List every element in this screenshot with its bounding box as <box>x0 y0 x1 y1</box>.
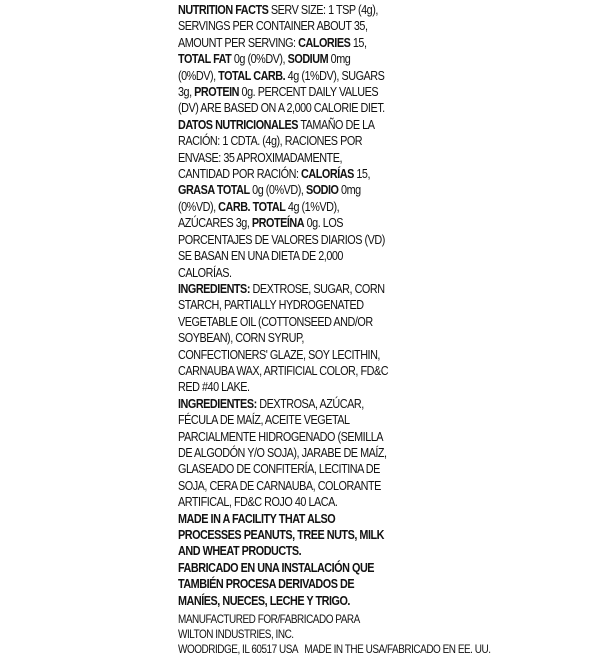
sodium-label: SODIUM <box>287 52 329 67</box>
serving-info-es: TAMAÑO DE LA RACIÓN: 1 CDTA. (4g), RACIONES POR ENVASE: 35 APROXIMADAMENTE, CANTIDAD POR RACIÓN: <box>178 117 374 182</box>
carb-total-value: 4g (1%VD), AZÚCARES 3g, <box>178 199 340 231</box>
sodio-value: 0mg (0%VD), <box>178 183 361 214</box>
ingredientes-heading: INGREDIENTES: <box>178 396 257 411</box>
total-carb-label: TOTAL CARB. <box>218 68 286 83</box>
sodio-label: SODIO <box>305 183 339 198</box>
datos-nutricionales-heading: DATOS NUTRICIONALES <box>178 117 298 132</box>
calorias-label: CALORÍAS <box>301 167 354 182</box>
ingredients-english <box>178 281 390 396</box>
calories-value: 15, <box>350 35 367 50</box>
manufacturer-line: MANUFACTURED FOR/FABRICADO PARA WILTON INDUSTRIES, INC. <box>178 613 360 641</box>
calorias-value: 15, <box>353 167 371 182</box>
total-fat-label: TOTAL FAT <box>178 52 232 67</box>
calories-label: CALORIES <box>298 35 351 50</box>
nutrition-facts-heading: NUTRITION FACTS <box>178 3 269 17</box>
sodium-value: 0mg (0%DV), <box>178 52 351 83</box>
manufacturer-info <box>178 613 491 657</box>
carb-total-label: CARB. TOTAL <box>218 199 286 214</box>
proteina-label: PROTEÍNA <box>251 216 305 231</box>
ingredients-list: DEXTROSE, SUGAR, CORN STARCH, PARTIALLY HYDROGENATED VEGETABLE OIL (COTTONSEED AND/OR SOYBEAN), CORN SYRUP, CONFECTIONERS' GLAZE, SOY LECITHIN, CARNAUBA WAX, ARTIFICIAL COLOR, FD&C RED #40 LAKE. <box>178 281 389 395</box>
total-fat-value: 0g (0%DV), <box>231 52 288 67</box>
protein-value: 0g. PERCENT DAILY VALUES (DV) ARE BASED ON A 2,000 CALORIE DIET. <box>178 85 385 116</box>
ingredientes-list: DEXTROSA, AZÚCAR, FÉCULA DE MAÍZ, ACEITE VEGETAL PARCIALMENTE HIDROGENADO (SEMILLA DE ALGODÓN Y/O SOJA), JARABE DE MAÍZ, GLASEADO DE CONFITERÍA, LECITINA DE SOJA, CERA DE CARNAUBA, COLORANTE ARTIFICAL, FD&C ROJO 40 LACA. <box>178 396 387 510</box>
ingredients-heading: INGREDIENTS: <box>178 281 250 296</box>
allergen-statement-spanish: FABRICADO EN UNA INSTALACIÓN QUE TAMBIÉN PROCESA DERIVADOS DE MANÍES, NUECES, LECHE Y TRIGO. <box>178 560 375 608</box>
protein-label: PROTEIN <box>194 85 240 100</box>
allergen-statement-english: MADE IN A FACILITY THAT ALSO PROCESSES PEANUTS, TREE NUTS, MILK AND WHEAT PRODUCTS. <box>178 511 384 559</box>
nutrition-facts-english <box>178 2 390 117</box>
grasa-total-label: GRASA TOTAL <box>178 183 250 198</box>
total-carb-value: 4g (1%DV), SUGARS 3g, <box>178 68 385 100</box>
serving-info: SERV SIZE: 1 TSP (4g), SERVINGS PER CONTAINER ABOUT 35, AMOUNT PER SERVING: <box>178 3 378 50</box>
grasa-total-value: 0g (0%VD), <box>249 183 306 198</box>
address-line: WOODRIDGE, IL 60517 USA MADE IN THE USA/FABRICADO EN EE. UU. <box>178 642 491 656</box>
nutrition-facts-spanish <box>178 117 390 281</box>
product-label-text <box>178 2 491 657</box>
ingredients-spanish <box>178 396 390 511</box>
proteina-value: 0g. LOS PORCENTAJES DE VALORES DIARIOS (VD) SE BASAN EN UNA DIETA DE 2,000 CALORÍAS. <box>178 216 385 280</box>
